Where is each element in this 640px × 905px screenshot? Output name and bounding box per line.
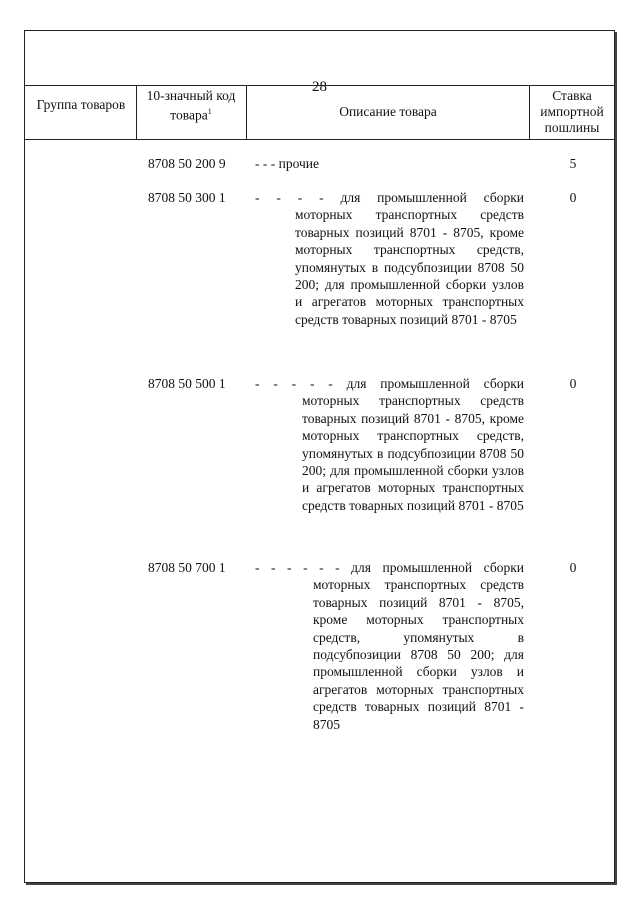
description-line: агрегатов моторных <box>316 480 436 496</box>
header-group: Группа товаров <box>36 97 126 112</box>
description-start: для промышленной сборки <box>346 376 524 391</box>
header-top-rule <box>25 85 614 86</box>
description-line: моторных транспортных средств <box>302 393 524 409</box>
description-first-line <box>255 559 524 576</box>
description-line: моторных транспортных <box>366 612 524 628</box>
page-number: 28 <box>312 79 327 95</box>
description <box>255 375 524 514</box>
duty-rate: 5 <box>569 156 577 171</box>
description-line: промышленной сборки узлов и <box>302 463 524 496</box>
description-line: товарных позиций 8701 - 8705, <box>295 224 484 240</box>
description-line: товарных позиций 8701 - 8705, <box>302 410 486 426</box>
column-divider <box>136 85 137 139</box>
description-line: средств, упомянутых в <box>302 428 524 461</box>
description-line: моторных транспортных средств <box>295 207 524 223</box>
description-line: агрегатов моторных транспортных <box>311 294 524 310</box>
description-continuation <box>255 576 524 733</box>
description-line: моторных транспортных <box>313 577 467 593</box>
description-line: 8701 - 8705 <box>313 699 524 732</box>
header-code <box>139 88 243 124</box>
description-line: подсубпозиции 8708 50 200; для <box>302 445 524 479</box>
description-line: 8705 <box>489 311 517 327</box>
description-line: товарных позиций <box>364 699 476 715</box>
description-start: для промышленной сборки <box>340 190 524 205</box>
description-line: средств товарных <box>313 577 524 610</box>
description-line: промышленной сборки узлов и <box>295 277 524 310</box>
commodity-code: 8708 50 300 1 <box>148 190 226 205</box>
header-code-footnote: 1 <box>207 107 212 116</box>
description-line: транспортных средств <box>313 681 524 715</box>
description-continuation <box>255 392 524 514</box>
description <box>255 189 524 328</box>
description-line: промышленной сборки узлов и <box>313 664 524 680</box>
description <box>255 155 529 172</box>
description-continuation <box>255 206 524 328</box>
description-line: средств, упомянутых в <box>295 242 524 275</box>
column-divider <box>246 85 247 139</box>
duty-rate: 0 <box>569 190 577 205</box>
duty-rate: 0 <box>569 560 577 575</box>
description-line: средств товарных позиций 8701 - <box>295 311 487 327</box>
header-code-text: 10-значный код товара <box>146 88 236 123</box>
indent-dashes: - - - - - - <box>255 560 340 575</box>
header-rate: Ставка импортной пошлины <box>540 88 604 135</box>
description-line: транспортных средств товарных <box>302 480 524 513</box>
header-description: Описание товара <box>339 104 437 119</box>
description-line: кроме моторных транспортных <box>302 410 524 444</box>
description-start: прочие <box>278 156 320 171</box>
description-line: средств, упомянутых в <box>313 629 524 645</box>
indent-dashes: - - - - <box>255 190 324 205</box>
commodity-code: 8708 50 200 9 <box>148 156 226 171</box>
description-first-line <box>255 189 524 206</box>
description-first-line <box>255 155 529 172</box>
description-line: кроме моторных транспортных <box>295 224 525 258</box>
description-line: позиций 8701 - 8705 <box>406 497 524 513</box>
description-start: для промышленной сборки <box>351 560 524 575</box>
description-line: подсубпозиции 8708 50 200; для <box>313 647 524 663</box>
column-divider <box>529 85 530 139</box>
commodity-code: 8708 50 700 1 <box>148 560 226 575</box>
description-line: позиций 8701 - 8705, кроме <box>313 594 525 628</box>
description-line: агрегатов моторных <box>313 681 434 697</box>
description-first-line <box>255 375 524 392</box>
description-line: подсубпозиции 8708 50 200; для <box>295 259 524 293</box>
description <box>255 559 524 733</box>
header-bottom-rule <box>25 139 614 140</box>
duty-rate: 0 <box>569 376 577 391</box>
indent-dashes: - - - <box>255 156 276 171</box>
page-frame <box>24 30 615 883</box>
indent-dashes: - - - - - <box>255 376 333 391</box>
commodity-code: 8708 50 500 1 <box>148 376 226 391</box>
